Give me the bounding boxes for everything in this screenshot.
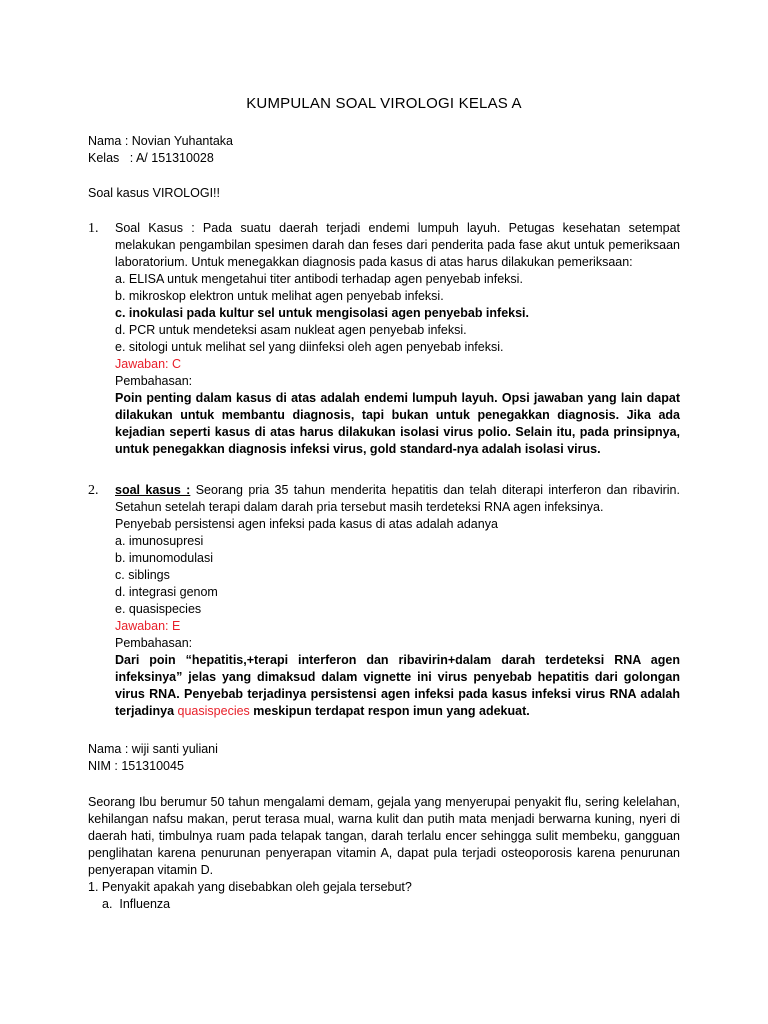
kelas-separator: : <box>119 151 136 165</box>
kelas-value: A/ 151310028 <box>135 151 214 165</box>
question-1-option: b. mikroskop elektron untuk melihat agen penyebab infeksi. <box>115 289 444 303</box>
question-2 <box>88 482 680 720</box>
author2-info <box>88 741 680 775</box>
question-2-discussion-tail: meskipun terdapat respon imun yang adekuat. <box>249 704 530 718</box>
question-1-number: 1. <box>88 221 99 236</box>
author1-kelas-line <box>88 150 680 167</box>
question-2-stem-text: Seorang pria 35 tahun menderita hepatitis dan telah diterapi interferon dan ribavirin. Setahun setelah terapi dalam darah pria tersebut masih terdeteksi RNA agen infeksinya. <box>115 483 680 514</box>
author1-nama-line <box>88 133 680 150</box>
question-1-option: d. PCR untuk mendeteksi asam nukleat agen penyebab infeksi. <box>115 323 467 337</box>
question-2-label: soal kasus : <box>115 483 191 497</box>
case-3-question: 1. Penyakit apakah yang disebabkan oleh gejala tersebut? <box>88 880 412 894</box>
question-1-option: c. inokulasi pada kultur sel untuk mengisolasi agen penyebab infeksi. <box>115 306 530 320</box>
question-1-option: a. ELISA untuk mengetahui titer antibodi terhadap agen penyebab infeksi. <box>115 272 523 286</box>
question-2-stem <box>115 482 680 516</box>
question-1-discussion-label: Pembahasan: <box>115 374 193 388</box>
question-1-option: e. sitologi untuk melihat sel yang diinfeksi oleh agen penyebab infeksi. <box>115 340 504 354</box>
question-2-option: c. siblings <box>115 568 170 582</box>
nama-value: Novian Yuhantaka <box>131 134 234 148</box>
nama-label: Nama <box>88 134 122 148</box>
kelas-label: Kelas <box>88 151 120 165</box>
nama-separator: : <box>121 134 132 148</box>
question-1-answer: Jawaban: C <box>115 357 182 371</box>
case-3 <box>88 794 680 913</box>
question-2-question: Penyebab persistensi agen infeksi pada kasus di atas adalah adanya <box>115 517 498 531</box>
question-1-stem: Soal Kasus : Pada suatu daerah terjadi endemi lumpuh layuh. Petugas kesehatan setempat melakukan pengambilan spesimen darah dan feses dari penderita pada fase akut untuk pemeriksaan laboratorium. Untuk menegakkan diagnosis pada kasus di atas harus dilakukan pemeriksaan: <box>115 221 680 269</box>
question-2-number: 2. <box>88 483 99 498</box>
question-2-option: a. imunosupresi <box>115 534 204 548</box>
case-3-paragraph: Seorang Ibu berumur 50 tahun mengalami demam, gejala yang menyerupai penyakit flu, sering kelelahan, kehilangan nafsu makan, perut terasa mual, warna kulit dan putih mata menjadi berwarna kuning, nyeri di daerah hati, timbulnya ruam pada telapak tangan, darah terlalu encer sehingga sulit membeku, gangguan penglihatan karena penurunan penyerapan vitamin A, dapat pula terjadi osteoporosis karena penurunan penyerapan vitamin D. <box>88 795 680 877</box>
question-2-option: d. integrasi genom <box>115 585 218 599</box>
author1-info <box>88 133 680 167</box>
question-1-discussion: Poin penting dalam kasus di atas adalah endemi lumpuh layuh. Opsi jawaban yang lain dapat dilakukan untuk membantu diagnosis, tapi bukan untuk penegakkan diagnosis. Jika ada kejadian seperti kasus di atas harus dilakukan isolasi virus polio. Selain itu, pada prinsipnya, untuk penegakkan diagnosis infeksi virus, gold standard-nya adalah isolasi virus. <box>115 391 680 456</box>
question-2-option: b. imunomodulasi <box>115 551 213 565</box>
author2-nim-line: NIM : 151310045 <box>88 759 184 773</box>
question-2-discussion-text: Dari poin “hepatitis,+terapi interferon dan ribavirin+dalam darah terdeteksi RNA agen infeksinya” jelas yang dimaksud dalam vignette ini virus penyebab hepatitis dari golongan virus RNA. Penyebab terjadinya persistensi agen infeksi pada kasus infeksi virus RNA adalah terjadinya <box>115 653 680 718</box>
question-2-option: e. quasispecies <box>115 602 202 616</box>
question-2-answer: Jawaban: E <box>115 619 181 633</box>
question-2-discussion-highlight: quasispecies <box>177 704 250 718</box>
document-title: KUMPULAN SOAL VIROLOGI KELAS A <box>246 95 522 112</box>
question-1 <box>88 220 680 458</box>
question-2-discussion-label: Pembahasan: <box>115 636 193 650</box>
author2-nama-line: Nama : wiji santi yuliani <box>88 742 218 756</box>
case-3-option-a: a. Influenza <box>102 897 171 911</box>
section-heading: Soal kasus VIROLOGI!! <box>88 186 220 200</box>
question-2-discussion <box>115 652 680 720</box>
